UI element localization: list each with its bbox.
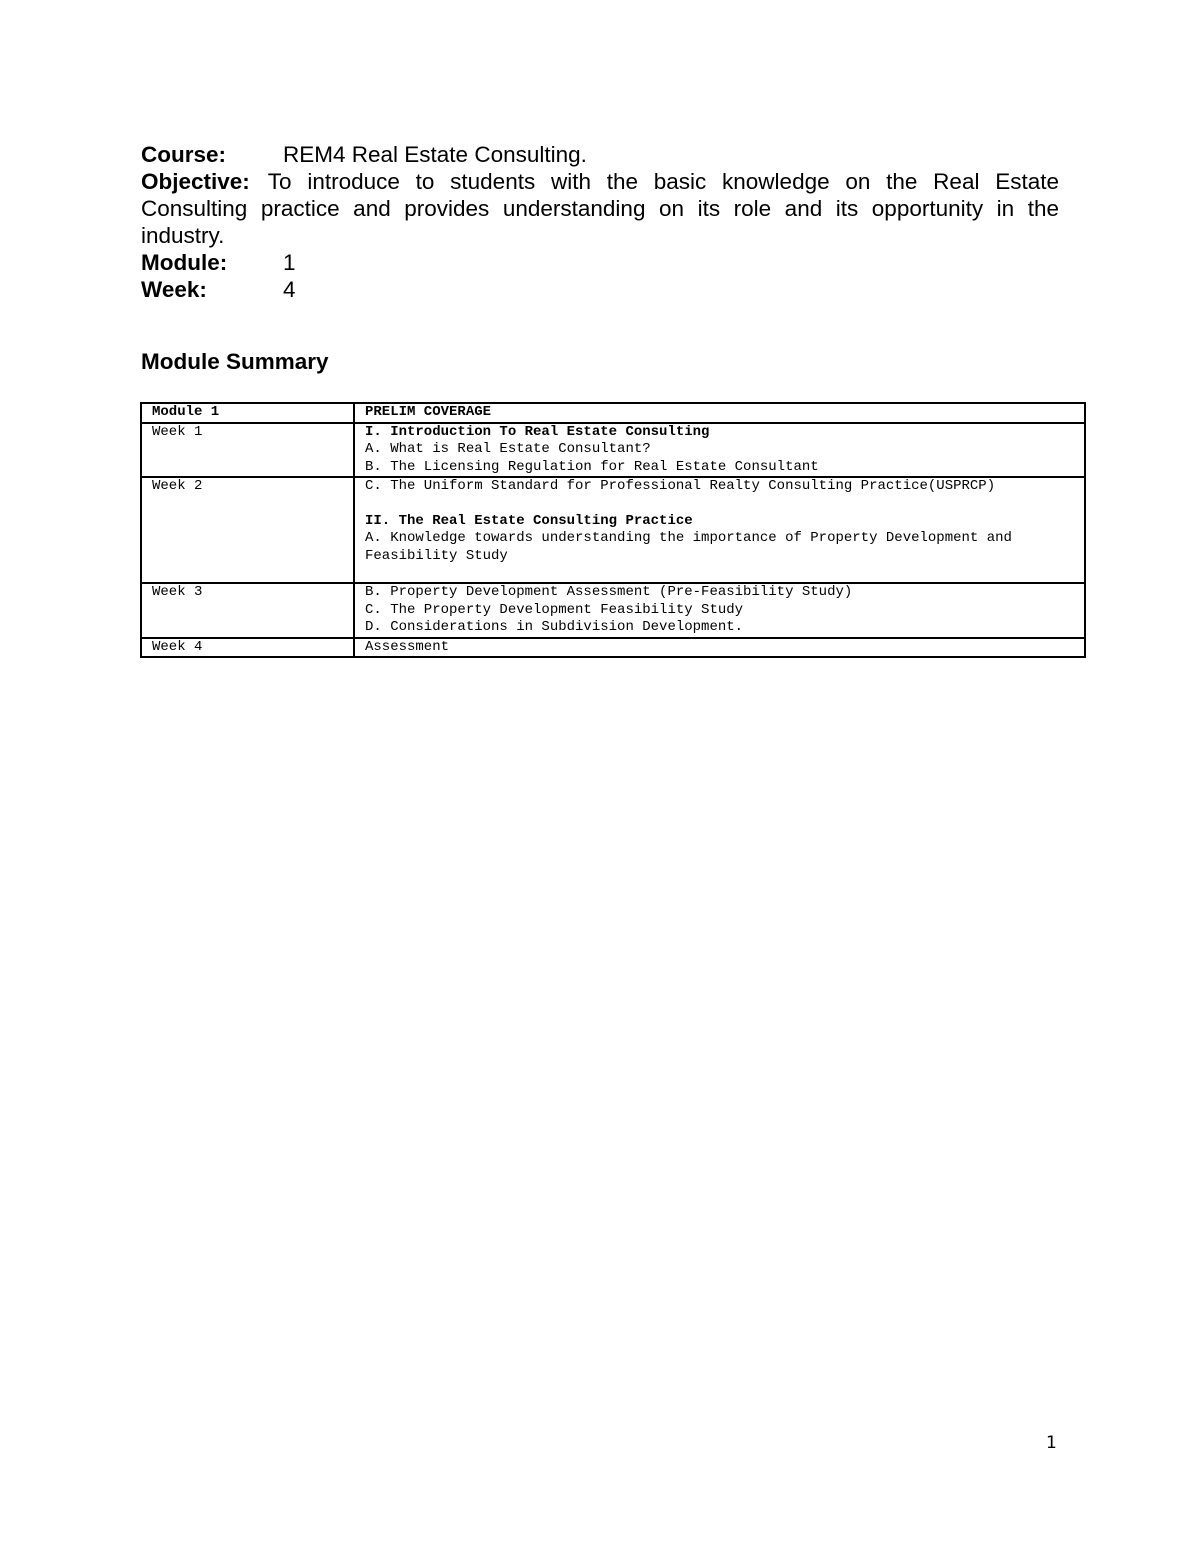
week-line <box>141 276 1059 303</box>
module-summary-table <box>140 402 1086 658</box>
topic-line: II. The Real Estate Consulting Practice <box>365 512 693 529</box>
topic-line: Assessment <box>365 638 450 655</box>
table-row-week-3 <box>141 583 1085 638</box>
table-row-week-1 <box>141 423 1085 478</box>
topic-line: A. Knowledge towards understanding the importance of Property Development and Feasibility Study <box>365 530 1012 564</box>
module-summary-heading: Module Summary <box>141 349 329 374</box>
topic-line: B. The Licensing Regulation for Real Estate Consultant <box>365 458 819 475</box>
module-line <box>141 249 1059 276</box>
week-2-topics <box>354 477 1085 583</box>
page-number: 1 <box>1046 1433 1057 1453</box>
table-header-module: Module 1 <box>141 403 354 423</box>
table-row-week-4 <box>141 638 1085 658</box>
week-1-topics <box>354 423 1085 478</box>
objective-value: To introduce to students with the basic knowledge on the Real Estate Consulting practice and provides understanding on its role and its opportunity in the industry. <box>141 169 1059 248</box>
topic-line: C. The Property Development Feasibility Study <box>365 601 744 618</box>
module-label: Module: <box>141 250 228 275</box>
week-1-label: Week 1 <box>141 423 354 478</box>
week-4-topics <box>354 638 1085 658</box>
week-label: Week: <box>141 277 207 302</box>
course-value: REM4 Real Estate Consulting. <box>283 142 587 167</box>
week-4-label: Week 4 <box>141 638 354 658</box>
topic-line: A. What is Real Estate Consultant? <box>365 441 651 457</box>
course-info <box>141 141 1059 303</box>
week-3-topics <box>354 583 1085 638</box>
module-value: 1 <box>283 250 296 275</box>
topic-line: D. Considerations in Subdivision Development. <box>365 619 744 635</box>
spacer <box>365 496 1074 513</box>
week-2-label: Week 2 <box>141 477 354 583</box>
table-row-week-2 <box>141 477 1085 583</box>
course-line <box>141 141 1059 168</box>
objective-label: Objective: <box>141 169 250 194</box>
course-label: Course: <box>141 142 227 167</box>
week-3-label: Week 3 <box>141 583 354 638</box>
topic-line: C. The Uniform Standard for Professional Realty Consulting Practice(USPRCP) <box>365 478 996 494</box>
week-value: 4 <box>283 277 296 302</box>
table-header-coverage: PRELIM COVERAGE <box>354 403 1085 423</box>
objective-line <box>141 168 1059 249</box>
table-header-row <box>141 403 1085 423</box>
topic-line: I. Introduction To Real Estate Consulting <box>365 423 710 440</box>
topic-line: B. Property Development Assessment (Pre-Feasibility Study) <box>365 584 853 600</box>
